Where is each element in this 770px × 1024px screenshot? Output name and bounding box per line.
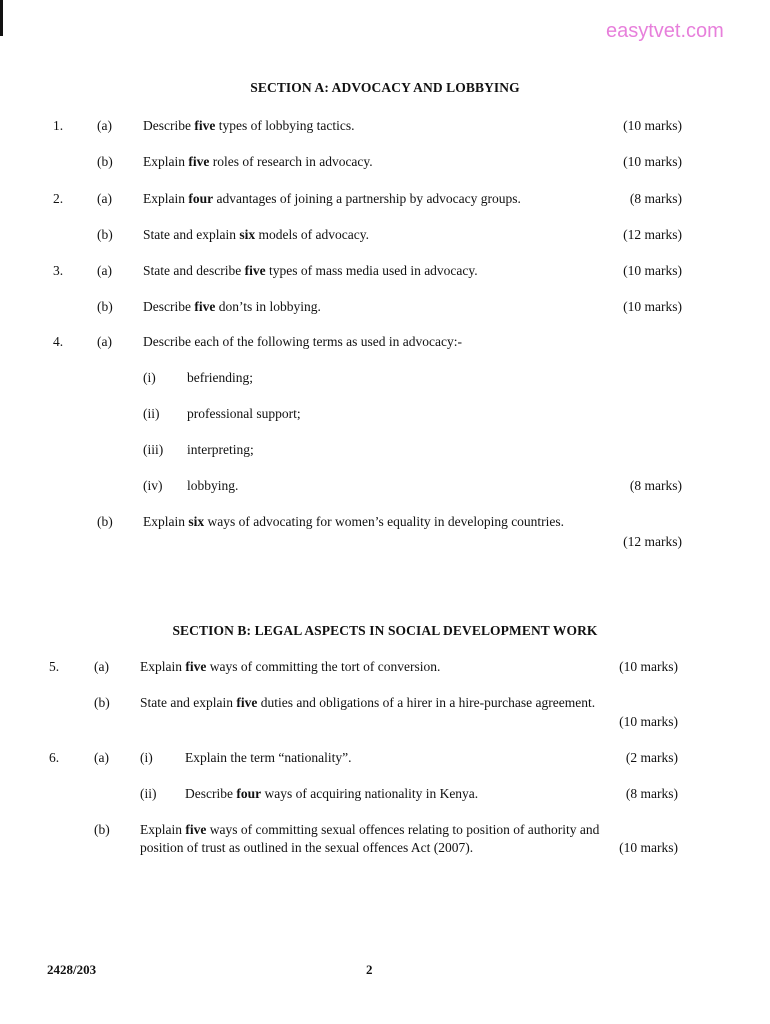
part-label: (a) — [94, 659, 109, 674]
marks: (10 marks) — [623, 118, 682, 133]
part-label: (a) — [97, 118, 112, 133]
question-6b — [0, 822, 770, 842]
sub-label: (i) — [140, 750, 153, 765]
part-label: (b) — [97, 154, 113, 169]
sub-text: Explain the term “nationality”. — [185, 750, 352, 765]
question-text: Explain six ways of advocating for women’s equality in developing countries. — [143, 514, 565, 529]
part-label: (a) — [94, 750, 109, 765]
question-text: State and explain six models of advocacy. — [143, 227, 369, 242]
question-1b — [0, 154, 770, 174]
marks: (10 marks) — [619, 840, 678, 855]
question-text: Explain four advantages of joining a partnership by advocacy groups. — [143, 191, 521, 206]
question-4a — [0, 334, 770, 354]
marks: (10 marks) — [619, 659, 678, 674]
section-b-title: SECTION B: LEGAL ASPECTS IN SOCIAL DEVELOPMENT WORK — [172, 623, 598, 638]
question-text: State and explain five duties and obligations of a hirer in a hire-purchase agreement. — [140, 695, 596, 710]
part-label: (b) — [94, 822, 110, 837]
question-2b — [0, 227, 770, 247]
paper-code: 2428/203 — [47, 962, 97, 977]
marks: (8 marks) — [629, 478, 682, 493]
part-label: (a) — [97, 334, 112, 349]
sub-label: (ii) — [143, 406, 160, 421]
question-3b — [0, 299, 770, 319]
question-text: Describe five types of lobbying tactics. — [143, 118, 355, 133]
question-text: Explain five ways of committing sexual offences relating to position of authority and — [140, 822, 600, 837]
question-number: 3. — [53, 263, 64, 278]
watermark: easytvet.com — [606, 20, 724, 42]
question-text: Explain five roles of research in advocacy. — [143, 154, 373, 169]
question-1a — [0, 118, 770, 138]
sub-text: Describe four ways of acquiring nationality in Kenya. — [185, 786, 479, 801]
part-label: (a) — [97, 191, 112, 206]
question-6a-i — [0, 750, 770, 770]
part-label: (b) — [94, 695, 110, 710]
question-text: State and describe five types of mass media used in advocacy. — [143, 263, 478, 278]
question-text: Explain five ways of committing the tort of conversion. — [140, 659, 441, 674]
question-5b — [0, 695, 770, 715]
question-number: 4. — [53, 334, 64, 349]
question-number: 6. — [49, 750, 60, 765]
question-6b-line2 — [0, 840, 770, 860]
page-number: 2 — [366, 962, 373, 977]
marks: (10 marks) — [623, 263, 682, 278]
sub-text: professional support; — [187, 406, 301, 421]
sub-text: interpreting; — [187, 442, 254, 457]
sub-label: (iii) — [143, 442, 164, 457]
question-5b-marks-line — [0, 714, 770, 734]
sub-label: (iv) — [143, 478, 163, 493]
question-text-continued: position of trust as outlined in the sexual offences Act (2007). — [140, 840, 474, 855]
scan-edge-mark — [0, 0, 3, 36]
sub-label: (i) — [143, 370, 156, 385]
marks: (8 marks) — [629, 191, 682, 206]
marks: (12 marks) — [623, 227, 682, 242]
sub-item — [0, 478, 770, 498]
part-label: (b) — [97, 299, 113, 314]
part-label: (b) — [97, 227, 113, 242]
question-5a — [0, 659, 770, 679]
marks: (8 marks) — [625, 786, 678, 801]
part-label: (b) — [97, 514, 113, 529]
marks: (12 marks) — [623, 534, 682, 549]
marks: (10 marks) — [619, 714, 678, 729]
sub-item — [0, 370, 770, 390]
question-text: Describe five don’ts in lobbying. — [143, 299, 321, 314]
marks: (10 marks) — [623, 154, 682, 169]
marks: (10 marks) — [623, 299, 682, 314]
sub-text: befriending; — [187, 370, 253, 385]
sub-label: (ii) — [140, 786, 157, 801]
question-2a — [0, 191, 770, 211]
part-label: (a) — [97, 263, 112, 278]
question-3a — [0, 263, 770, 283]
section-a-title: SECTION A: ADVOCACY AND LOBBYING — [250, 80, 520, 95]
question-6a-ii — [0, 786, 770, 806]
question-number: 1. — [53, 118, 64, 133]
question-4b — [0, 514, 770, 534]
question-number: 2. — [53, 191, 64, 206]
question-number: 5. — [49, 659, 60, 674]
marks: (2 marks) — [625, 750, 678, 765]
sub-item — [0, 406, 770, 426]
question-4b-marks-line — [0, 534, 770, 554]
sub-text: lobbying. — [187, 478, 239, 493]
question-text: Describe each of the following terms as used in advocacy:- — [143, 334, 463, 349]
sub-item — [0, 442, 770, 462]
